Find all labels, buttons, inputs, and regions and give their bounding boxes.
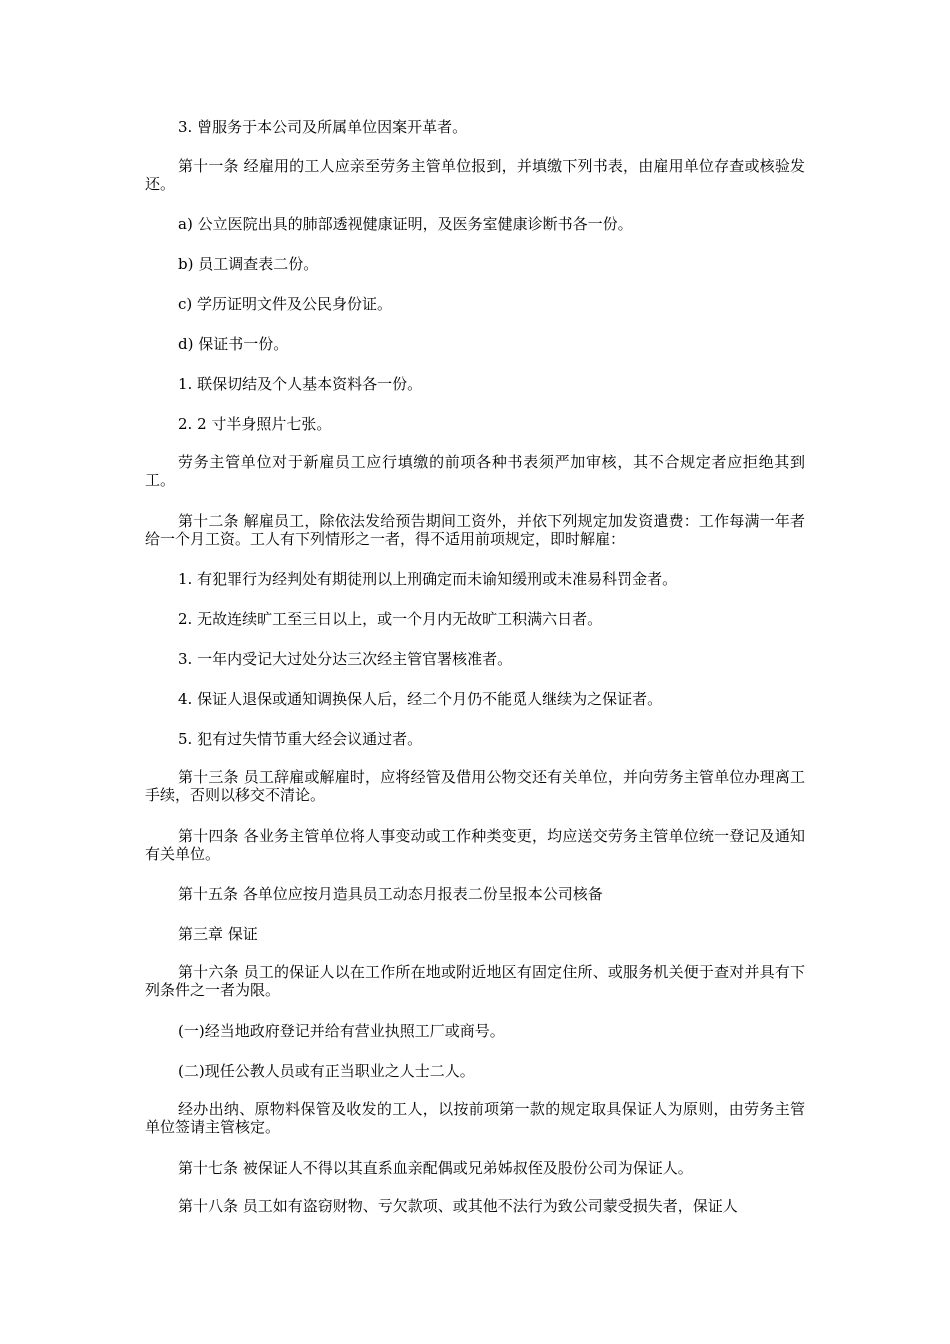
paragraph-24: 第十七条 被保证人不得以其直系血亲配偶或兄弟姊叔侄及股份公司为保证人。 (178, 1159, 693, 1177)
paragraph-7: 1. 联保切结及个人基本资料各一份。 (178, 375, 423, 393)
paragraph-25: 第十八条 员工如有盗窃财物、亏欠款项、或其他不法行为致公司蒙受损失者，保证人 (178, 1197, 738, 1215)
paragraph-17: 第十四条 各业务主管单位将人事变动或工作种类变更，均应送交劳务主管单位统一登记及通知有关单位。 (145, 827, 805, 863)
paragraph-1: 3. 曾服务于本公司及所属单位因案开革者。 (178, 118, 468, 136)
paragraph-18: 第十五条 各单位应按月造具员工动态月报表二份呈报本公司核备 (178, 885, 603, 903)
chapter-heading: 第三章 保证 (178, 925, 258, 943)
paragraph-20: 第十六条 员工的保证人以在工作所在地或附近地区有固定住所、或服务机关便于查对并具有下列条件之一者为限。 (145, 963, 805, 999)
paragraph-13: 3. 一年内受记大过处分达三次经主管官署核准者。 (178, 650, 513, 668)
paragraph-12: 2. 无故连续旷工至三日以上，或一个月内无故旷工积满六日者。 (178, 610, 603, 628)
paragraph-22: (二)现任公教人员或有正当职业之人士二人。 (178, 1062, 475, 1080)
paragraph-4: b) 员工调查表二份。 (178, 255, 319, 273)
paragraph-14: 4. 保证人退保或通知调换保人后，经二个月仍不能觅人继续为之保证者。 (178, 690, 663, 708)
paragraph-6: d) 保证书一份。 (178, 335, 289, 353)
paragraph-8: 2. 2 寸半身照片七张。 (178, 415, 332, 433)
paragraph-15: 5. 犯有过失情节重大经会议通过者。 (178, 730, 423, 748)
paragraph-5: c) 学历证明文件及公民身份证。 (178, 295, 393, 313)
paragraph-23: 经办出纳、原物料保管及收发的工人，以按前项第一款的规定取具保证人为原则，由劳务主管单位签请主管核定。 (145, 1100, 805, 1136)
paragraph-21: (一)经当地政府登记并给有营业执照工厂或商号。 (178, 1022, 505, 1040)
paragraph-3: a) 公立医院出具的肺部透视健康证明，及医务室健康诊断书各一份。 (178, 215, 633, 233)
paragraph-16: 第十三条 员工辞雇或解雇时，应将经管及借用公物交还有关单位，并向劳务主管单位办理离工手续，否则以移交不清论。 (145, 768, 805, 804)
paragraph-9: 劳务主管单位对于新雇员工应行填缴的前项各种书表须严加审核，其不合规定者应拒绝其到工。 (145, 453, 805, 489)
paragraph-10: 第十二条 解雇员工，除依法发给预告期间工资外，并依下列规定加发资遣费：工作每满一年者给一个月工资。工人有下列情形之一者，得不适用前项规定，即时解雇： (145, 512, 805, 548)
paragraph-11: 1. 有犯罪行为经判处有期徒刑以上刑确定而未谕知缓刑或未准易科罚金者。 (178, 570, 678, 588)
paragraph-2: 第十一条 经雇用的工人应亲至劳务主管单位报到，并填缴下列书表，由雇用单位存查或核验发还。 (145, 157, 805, 193)
